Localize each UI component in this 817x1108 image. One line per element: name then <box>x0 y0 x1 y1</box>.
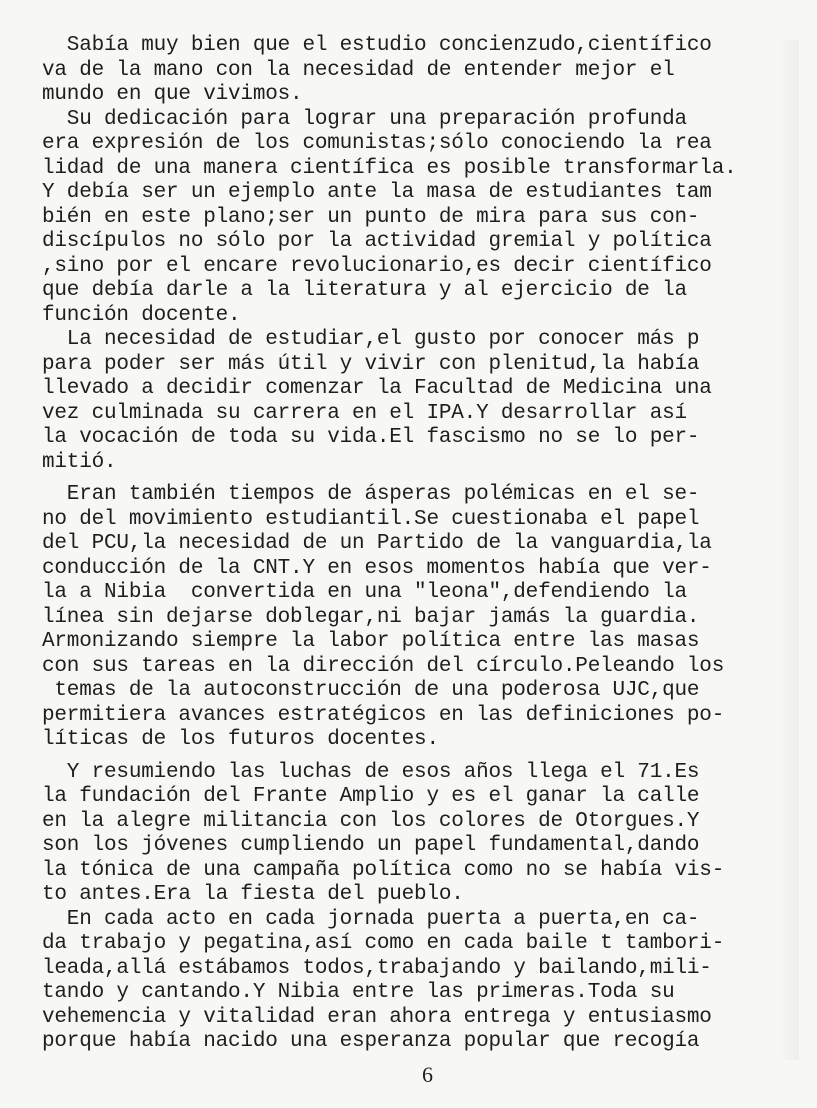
text-line: vehemencia y vitalidad eran ahora entrega y entusiasmo <box>42 1005 712 1029</box>
text-line: llevado a decidir comenzar la Facultad de Medicina una <box>42 377 712 400</box>
text-line: to antes.Era la fiesta del pueblo. <box>42 883 464 906</box>
text-line: ,sino por el encare revolucionario,es decir científico <box>42 254 712 278</box>
paragraph <box>42 108 782 329</box>
text-line: Su dedicación para lograr una preparación profunda <box>42 107 687 131</box>
text-line: conducción de la CNT.Y en esos momentos había que ver- <box>42 556 712 580</box>
text-line: la fundación del Frante Amplio y es el ganar la calle <box>42 785 700 808</box>
text-line: en la alegre militancia con los colores de Otorgues.Y <box>42 809 700 833</box>
paragraph-gap <box>42 475 782 483</box>
text-line: permitiera avances estratégicos en las definiciones po- <box>42 703 725 727</box>
text-line: mitió. <box>42 450 117 474</box>
text-line: La necesidad de estudiar,el gusto por conocer más p <box>42 328 700 351</box>
text-line: línea sin dejarse doblegar,ni bajar jamás la guardia. <box>42 605 700 629</box>
text-line: del PCU,la necesidad de un Partido de la vanguardia,la <box>42 532 712 555</box>
text-line: da trabajo y pegatina,así como en cada baile t tambori- <box>42 932 725 955</box>
text-line: Sabía muy bien que el estudio concienzudo,científico <box>42 34 712 57</box>
text-line: lidad de una manera científica es posible transformarla. <box>42 156 737 180</box>
text-line: vez culminada su carrera en el IPA.Y desarrollar así <box>42 401 687 425</box>
text-line: discípulos no sólo por la actividad gremial y política <box>42 230 712 253</box>
text-line: tando y cantando.Y Nibia entre las primeras.Toda su <box>42 981 675 1004</box>
text-line: líticas de los futuros docentes. <box>42 728 439 751</box>
text-line: son los jóvenes cumpliendo un papel fundamental,dando <box>42 834 700 857</box>
text-line: Y resumiendo las luchas de esos años llega el 71.Es <box>42 760 700 784</box>
text-line: para poder ser más útil y vivir con plenitud,la había <box>42 352 700 376</box>
text-line: va de la mano con la necesidad de entender mejor el <box>42 58 675 82</box>
text-line: bién en este plano;ser un punto de mira para sus con- <box>42 205 700 229</box>
paragraph <box>42 328 782 475</box>
paragraph <box>42 34 782 108</box>
text-line: En cada acto en cada jornada puerta a puerta,en ca- <box>42 907 700 931</box>
text-line: no del movimiento estudiantil.Se cuestionaba el papel <box>42 507 700 531</box>
text-line: mundo en que vivimos. <box>42 83 303 106</box>
text-line: era expresión de los comunistas;sólo conociendo la rea <box>42 132 712 155</box>
text-line: la vocación de toda su vida.El fascismo no se lo per- <box>42 426 700 449</box>
text-line: Eran también tiempos de ásperas polémicas en el se- <box>42 483 700 506</box>
paragraph-gap <box>42 753 782 761</box>
text-line: Y debía ser un ejemplo ante la masa de estudiantes tam <box>42 181 712 204</box>
paragraph <box>42 761 782 1055</box>
text-line: la a Nibia convertida en una "leona",defendiendo la <box>42 581 687 604</box>
text-line: temas de la autoconstrucción de una poderosa UJC,que <box>42 679 700 702</box>
text-line: función docente. <box>42 303 241 327</box>
text-line: Armonizando siempre la labor política entre las masas <box>42 630 700 653</box>
paragraph <box>42 483 782 753</box>
text-line: que debía darle a la literatura y al ejercicio de la <box>42 279 687 302</box>
text-line: porque había nacido una esperanza popular que recogía <box>42 1030 700 1053</box>
page-edge-shadow <box>779 40 799 1060</box>
text-line: con sus tareas en la dirección del círculo.Peleando los <box>42 654 725 678</box>
text-line: la tónica de una campaña política como no se había vis- <box>42 858 725 882</box>
page-number: 6 <box>422 1062 433 1087</box>
typed-text-body <box>42 34 782 1055</box>
text-line: leada,allá estábamos todos,trabajando y bailando,mili- <box>42 956 712 980</box>
